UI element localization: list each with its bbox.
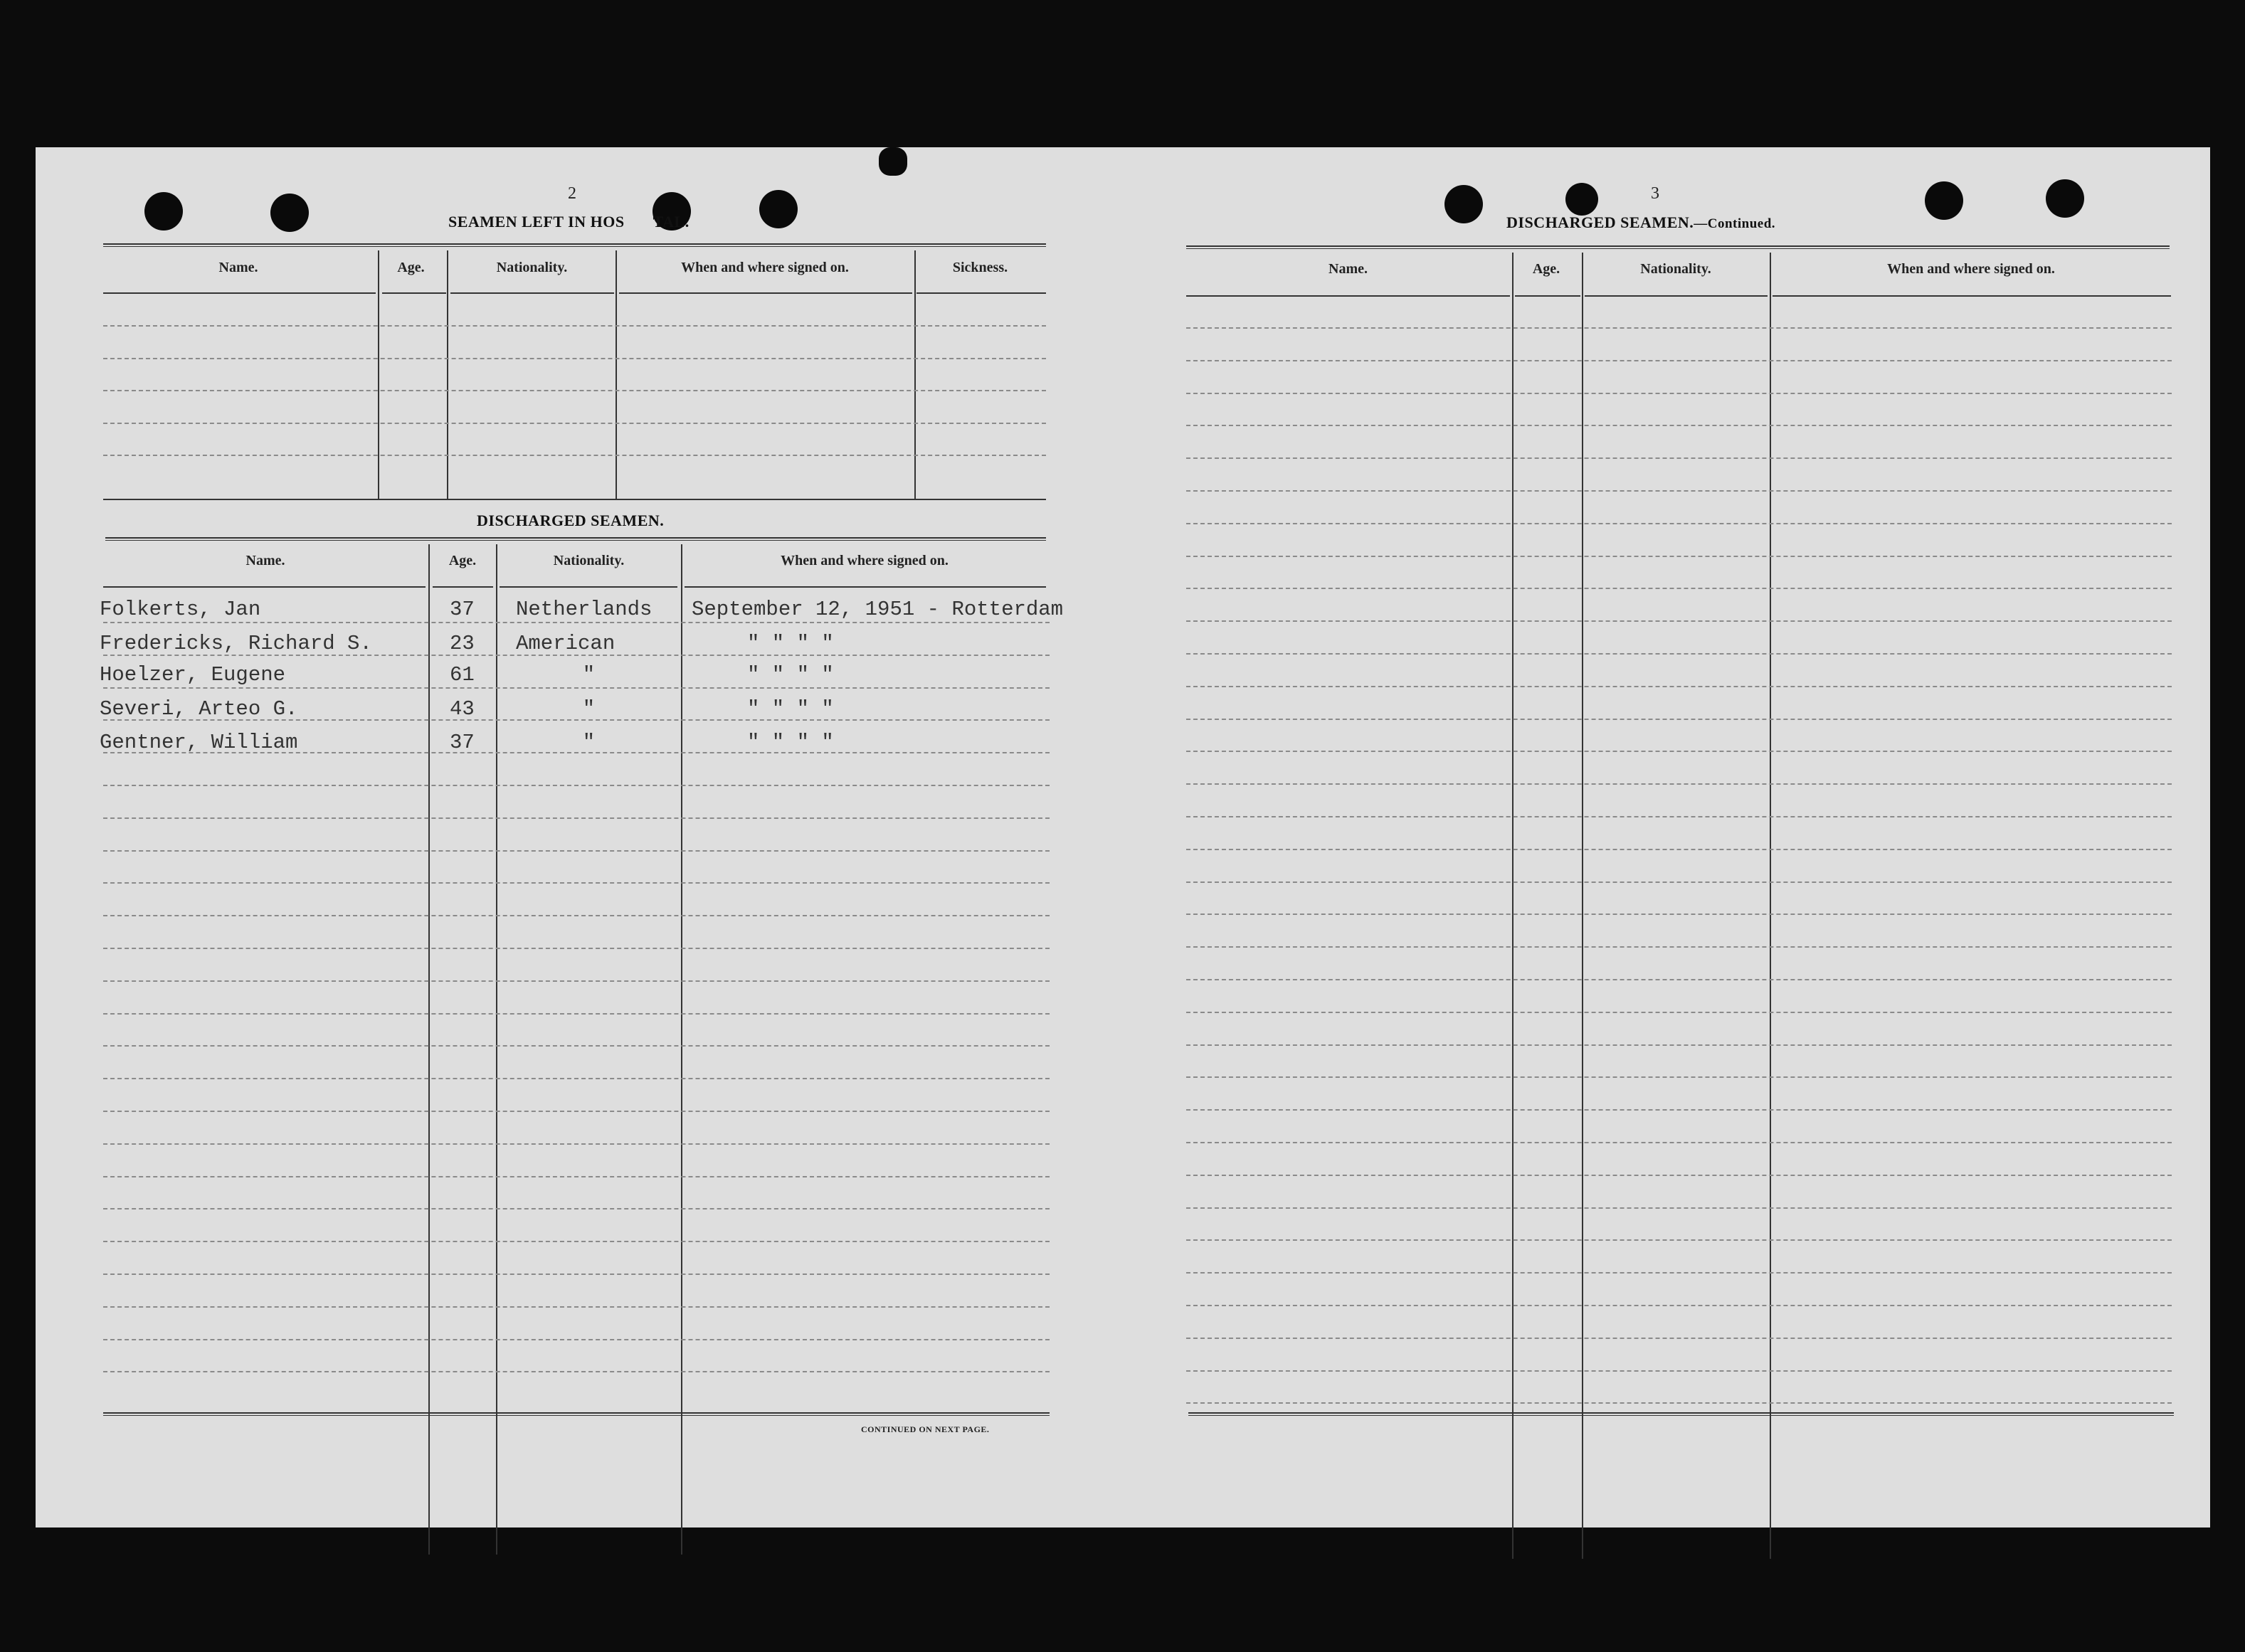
ruled-line [1186, 783, 2172, 785]
column-header-name: Name. [1328, 261, 1368, 277]
ruled-line [103, 1306, 1050, 1308]
rule [105, 537, 1046, 541]
column-header-age: Age. [448, 553, 477, 568]
column-header-age: Age. [1532, 261, 1560, 277]
header-underline [1186, 295, 1510, 297]
ruled-line [1186, 523, 2172, 524]
ruled-line [103, 882, 1050, 884]
right-section-title: DISCHARGED SEAMEN.—Continued. [1506, 213, 1776, 231]
seaman-name: Severi, Arteo G. [100, 697, 298, 721]
ruled-line [1186, 1044, 2172, 1046]
ruled-line [1186, 1370, 2172, 1372]
ruled-line [103, 785, 1050, 786]
header-underline [103, 586, 426, 588]
rule [103, 1412, 1050, 1416]
ruled-line [1186, 849, 2172, 850]
seaman-age: 23 [450, 632, 475, 655]
column-header-signed-on: When and where signed on. [1887, 261, 2055, 277]
ruled-line [1186, 1142, 2172, 1143]
column-divider [914, 250, 916, 499]
seaman-nationality: " [582, 663, 596, 687]
ink-smudge [879, 147, 907, 176]
column-divider [428, 544, 430, 1555]
hospital-section-title: SEAMEN LEFT IN HOS TAL. [448, 213, 690, 231]
ruled-line [1186, 556, 2172, 557]
ruled-line [1186, 1305, 2172, 1306]
ruled-line [103, 622, 1050, 623]
seaman-name: Gentner, William [100, 731, 298, 754]
seaman-age: 61 [450, 663, 475, 687]
column-divider [1582, 253, 1583, 1559]
seaman-signed-on: " " " " [747, 663, 834, 687]
document-sheet [36, 147, 2210, 1527]
header-underline [103, 292, 376, 294]
column-header-signed-on: When and where signed on. [681, 260, 849, 275]
rule [1186, 245, 2170, 249]
rule [1188, 1412, 2174, 1416]
ruled-line [1186, 881, 2172, 883]
column-divider [496, 544, 497, 1555]
ruled-line [103, 915, 1050, 916]
header-underline [1515, 295, 1580, 297]
ruled-line [1186, 1109, 2172, 1111]
seaman-name: Folkerts, Jan [100, 598, 261, 621]
rule [103, 243, 1046, 247]
ruled-line [1186, 1239, 2172, 1241]
column-header-sickness: Sickness. [952, 260, 1008, 275]
ruled-line [103, 850, 1050, 852]
ruled-line [103, 1208, 1050, 1209]
header-underline [1585, 295, 1768, 297]
ruled-line [103, 948, 1050, 949]
seaman-age: 37 [450, 731, 475, 754]
seaman-nationality: Netherlands [516, 598, 653, 621]
seaman-nationality: " [582, 697, 596, 721]
ruled-line [1186, 327, 2172, 329]
ruled-line [103, 358, 1046, 359]
ruled-line [1186, 1076, 2172, 1078]
ruled-line [1186, 979, 2172, 980]
ruled-line [103, 1111, 1050, 1112]
ruled-line [1186, 1207, 2172, 1209]
seaman-age: 37 [450, 598, 475, 621]
column-divider [378, 250, 379, 499]
seaman-signed-on: " " " " [747, 697, 834, 721]
header-underline [433, 586, 493, 588]
ruled-line [103, 1274, 1050, 1275]
ruled-line [1186, 1175, 2172, 1176]
ruled-line [1186, 457, 2172, 459]
header-underline [619, 292, 912, 294]
ruled-line [1186, 1338, 2172, 1339]
ruled-line [103, 1045, 1050, 1047]
ruled-line [1186, 816, 2172, 817]
column-divider [1770, 253, 1771, 1559]
ruled-line [1186, 490, 2172, 492]
rule [103, 499, 1046, 500]
punch-hole [2046, 179, 2084, 218]
ruled-line [103, 1013, 1050, 1015]
ruled-line [103, 1143, 1050, 1145]
ruled-line [1186, 946, 2172, 948]
ruled-line [1186, 686, 2172, 687]
seaman-signed-on: September 12, 1951 - Rotterdam [692, 598, 1064, 621]
punch-hole [1925, 181, 1963, 220]
header-underline [382, 292, 446, 294]
punch-hole [1565, 183, 1598, 216]
seaman-nationality: American [516, 632, 616, 655]
ruled-line [1186, 425, 2172, 426]
ruled-line [1186, 620, 2172, 622]
column-header-age: Age. [397, 260, 425, 275]
ruled-line [1186, 914, 2172, 915]
seaman-signed-on: " " " " [747, 632, 834, 655]
header-underline [450, 292, 614, 294]
left-page-number: 2 [568, 184, 576, 203]
ruled-line [103, 455, 1046, 456]
ruled-line [1186, 1402, 2172, 1404]
column-header-name: Name. [245, 553, 285, 568]
ruled-line [103, 1339, 1050, 1340]
header-underline [500, 586, 677, 588]
ruled-line [103, 423, 1046, 424]
ruled-line [103, 817, 1050, 819]
header-underline [1773, 295, 2171, 297]
ruled-line [1186, 653, 2172, 655]
ruled-line [103, 390, 1046, 391]
right-page-number: 3 [1651, 184, 1659, 203]
column-divider [681, 544, 682, 1555]
ruled-line [103, 1371, 1050, 1372]
column-header-nationality: Nationality. [553, 553, 625, 568]
seaman-name: Fredericks, Richard S. [100, 632, 372, 655]
ruled-line [1186, 393, 2172, 394]
punch-hole [759, 190, 798, 228]
ruled-line [103, 980, 1050, 982]
column-divider [1512, 253, 1514, 1559]
ruled-line [103, 1241, 1050, 1242]
ruled-line [103, 1078, 1050, 1079]
header-underline [685, 586, 1046, 588]
ruled-line [1186, 1272, 2172, 1274]
column-header-nationality: Nationality. [496, 260, 568, 275]
ruled-line [1186, 751, 2172, 752]
punch-hole [270, 194, 309, 232]
column-divider [447, 250, 448, 499]
column-header-name: Name. [218, 260, 258, 275]
column-header-nationality: Nationality. [1640, 261, 1711, 277]
seaman-signed-on: " " " " [747, 731, 834, 754]
ruled-line [1186, 588, 2172, 589]
ruled-line [1186, 719, 2172, 720]
ruled-line [103, 325, 1046, 327]
seaman-age: 43 [450, 697, 475, 721]
seaman-nationality: " [582, 731, 596, 754]
ruled-line [1186, 1012, 2172, 1013]
header-underline [917, 292, 1046, 294]
seaman-name: Hoelzer, Eugene [100, 663, 286, 687]
punch-hole [144, 192, 183, 231]
ruled-line [1186, 360, 2172, 361]
column-header-signed-on: When and where signed on. [781, 553, 949, 568]
discharged-section-title: DISCHARGED SEAMEN. [477, 512, 665, 529]
punch-hole [1444, 185, 1483, 223]
column-divider [616, 250, 617, 499]
continued-footnote: CONTINUED ON NEXT PAGE. [861, 1424, 990, 1434]
ruled-line [103, 687, 1050, 689]
ruled-line [103, 1176, 1050, 1177]
